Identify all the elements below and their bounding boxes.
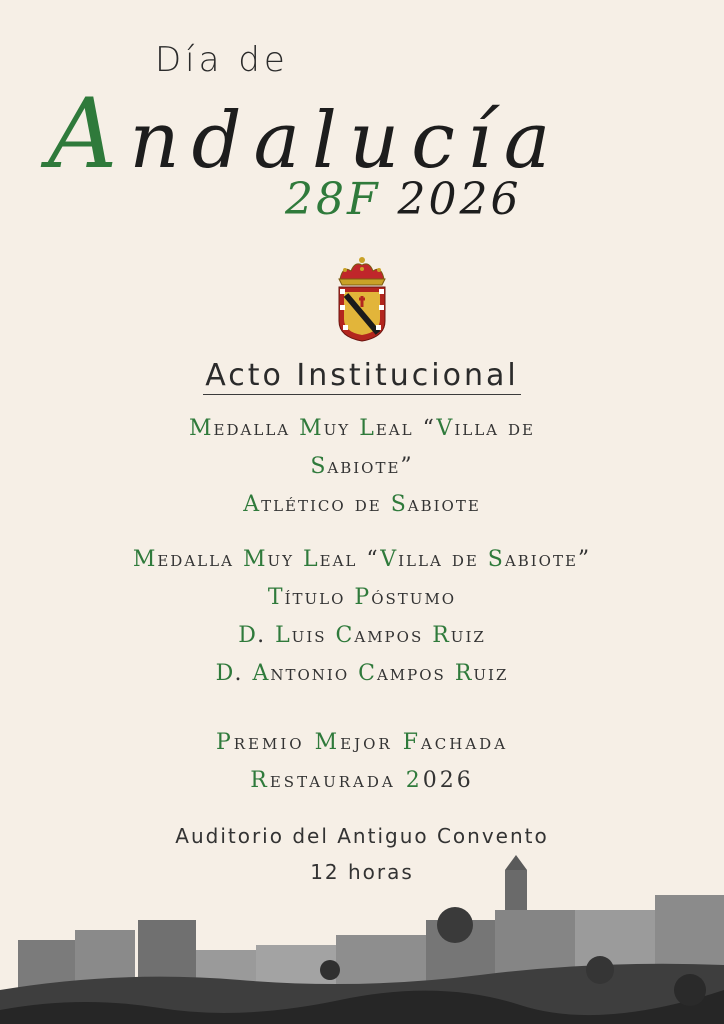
coat-of-arms-icon [333, 255, 391, 343]
date-year: 2026 [397, 174, 522, 225]
award-atletico [0, 410, 724, 524]
award-fachada [0, 724, 724, 800]
andalucia-initial: A [48, 78, 130, 190]
date-28f: 28F [285, 174, 381, 225]
award2-line1: Medalla Muy Leal “Villa de Sabiote” [132, 547, 592, 572]
crown-icon [339, 257, 385, 285]
date-line [285, 174, 522, 225]
acto-title [0, 358, 724, 393]
shield-icon [339, 287, 385, 341]
andalucia-rest: ndalucía [129, 96, 563, 186]
award1-line3: Atlético de Sabiote [243, 492, 481, 517]
town-skyline-photo [0, 850, 724, 1024]
award2-line3: D. Luis Campos Ruiz [238, 623, 486, 648]
award2-line4: D. Antonio Campos Ruiz [215, 661, 509, 686]
award-posthumous [0, 541, 724, 693]
venue-place: Auditorio del Antiguo Convento [175, 824, 549, 848]
venue-time: 12 horas [310, 860, 414, 884]
award3-line1: Premio Mejor Fachada [215, 730, 509, 755]
acto-title-text: Acto Institucional [205, 358, 519, 393]
award3-line2: Restaurada 2026 [250, 768, 474, 793]
award1-line2: Sabiote” [310, 454, 414, 479]
andalucia-title [48, 78, 648, 190]
award2-line2: Título Póstumo [267, 585, 457, 610]
dia-de-text: Día de [155, 40, 289, 80]
award1-line1: Medalla Muy Leal “Villa de [189, 416, 535, 441]
